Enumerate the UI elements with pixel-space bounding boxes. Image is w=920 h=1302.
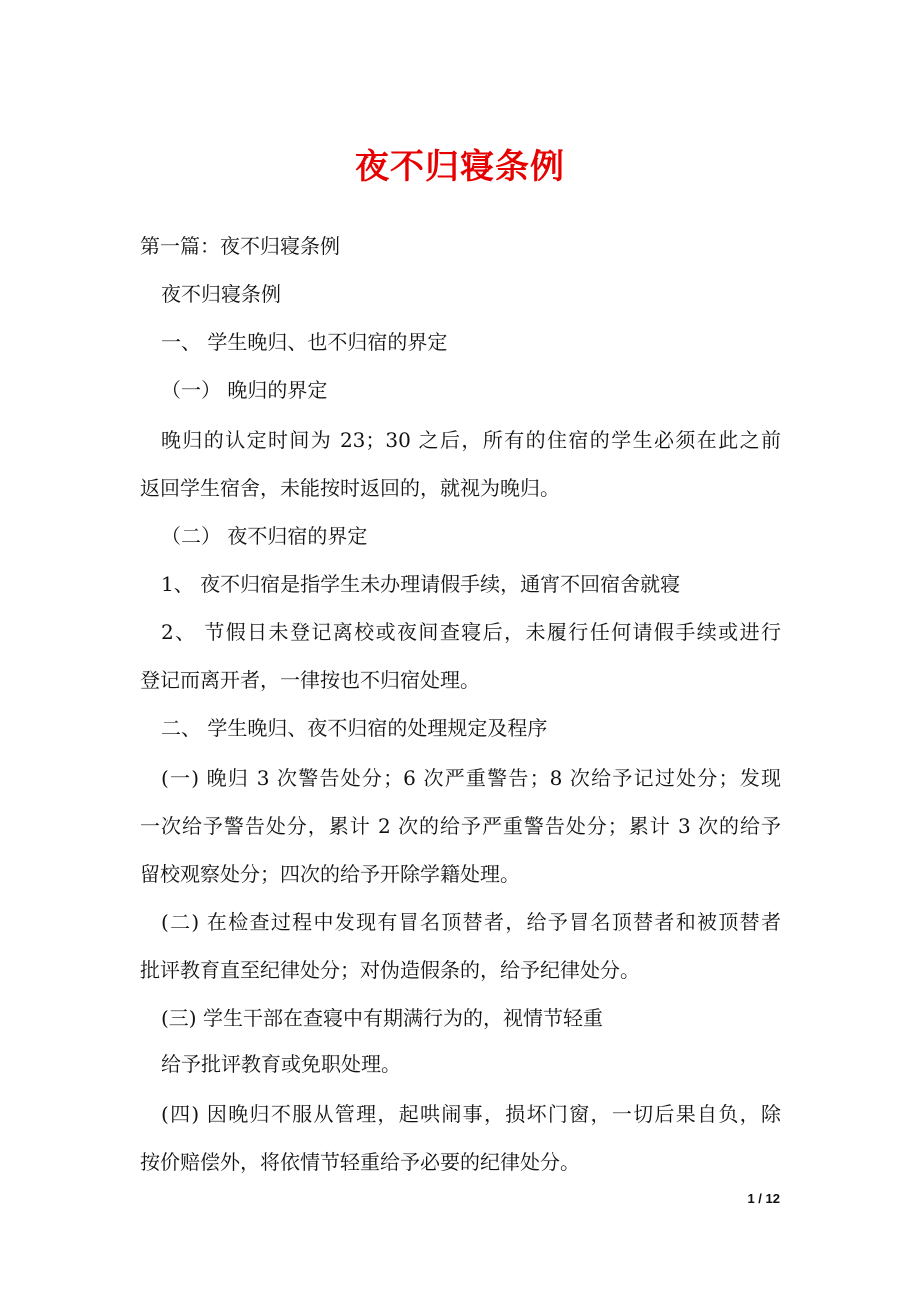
- paragraph-line: 登记而离开者，一律按也不归宿处理。: [140, 668, 480, 692]
- paragraph-line: 一次给予警告处分，累计 2 次的给予严重警告处分；累计 3 次的给予: [140, 814, 781, 838]
- page-number: 1 / 12: [747, 1191, 780, 1206]
- list-item-1: 1、 夜不归宿是指学生未办理请假手续，通宵不回宿舍就寝: [161, 572, 681, 596]
- paragraph-line: 晚归的认定时间为 23；30 之后，所有的住宿的学生必须在此之前: [161, 428, 781, 452]
- paragraph-line: 给予批评教育或免职处理。: [161, 1052, 401, 1076]
- section-heading: 第一篇：夜不归寝条例: [140, 234, 340, 258]
- document-title: 夜不归寝条例: [355, 147, 565, 187]
- heading-1: 一、 学生晚归、也不归宿的界定: [161, 330, 448, 354]
- sub-heading: 夜不归寝条例: [161, 282, 281, 306]
- paragraph-line: (二) 在检查过程中发现有冒名顶替者，给予冒名顶替者和被顶替者: [161, 910, 781, 934]
- subheading-1-1: （一） 晚归的界定: [161, 378, 328, 402]
- heading-2: 二、 学生晚归、夜不归宿的处理规定及程序: [161, 716, 548, 740]
- subheading-1-2: （二） 夜不归宿的界定: [161, 524, 368, 548]
- paragraph-line: 留校观察处分；四次的给予开除学籍处理。: [140, 862, 520, 886]
- paragraph-line: (三) 学生干部在查寝中有期满行为的，视情节轻重: [161, 1006, 603, 1030]
- paragraph-line: 返回学生宿舍，未能按时返回的，就视为晚归。: [140, 476, 560, 500]
- paragraph-line: (一) 晚归 3 次警告处分；6 次严重警告；8 次给予记过处分；发现: [161, 766, 781, 790]
- paragraph-line: (四) 因晚归不服从管理，起哄闹事，损坏门窗，一切后果自负，除: [161, 1102, 781, 1126]
- list-item-2: 2、 节假日未登记离校或夜间查寝后，未履行任何请假手续或进行: [161, 620, 781, 644]
- paragraph-line: 按价赔偿外，将依情节轻重给予必要的纪律处分。: [140, 1150, 580, 1174]
- paragraph-line: 批评教育直至纪律处分；对伪造假条的，给予纪律处分。: [140, 958, 640, 982]
